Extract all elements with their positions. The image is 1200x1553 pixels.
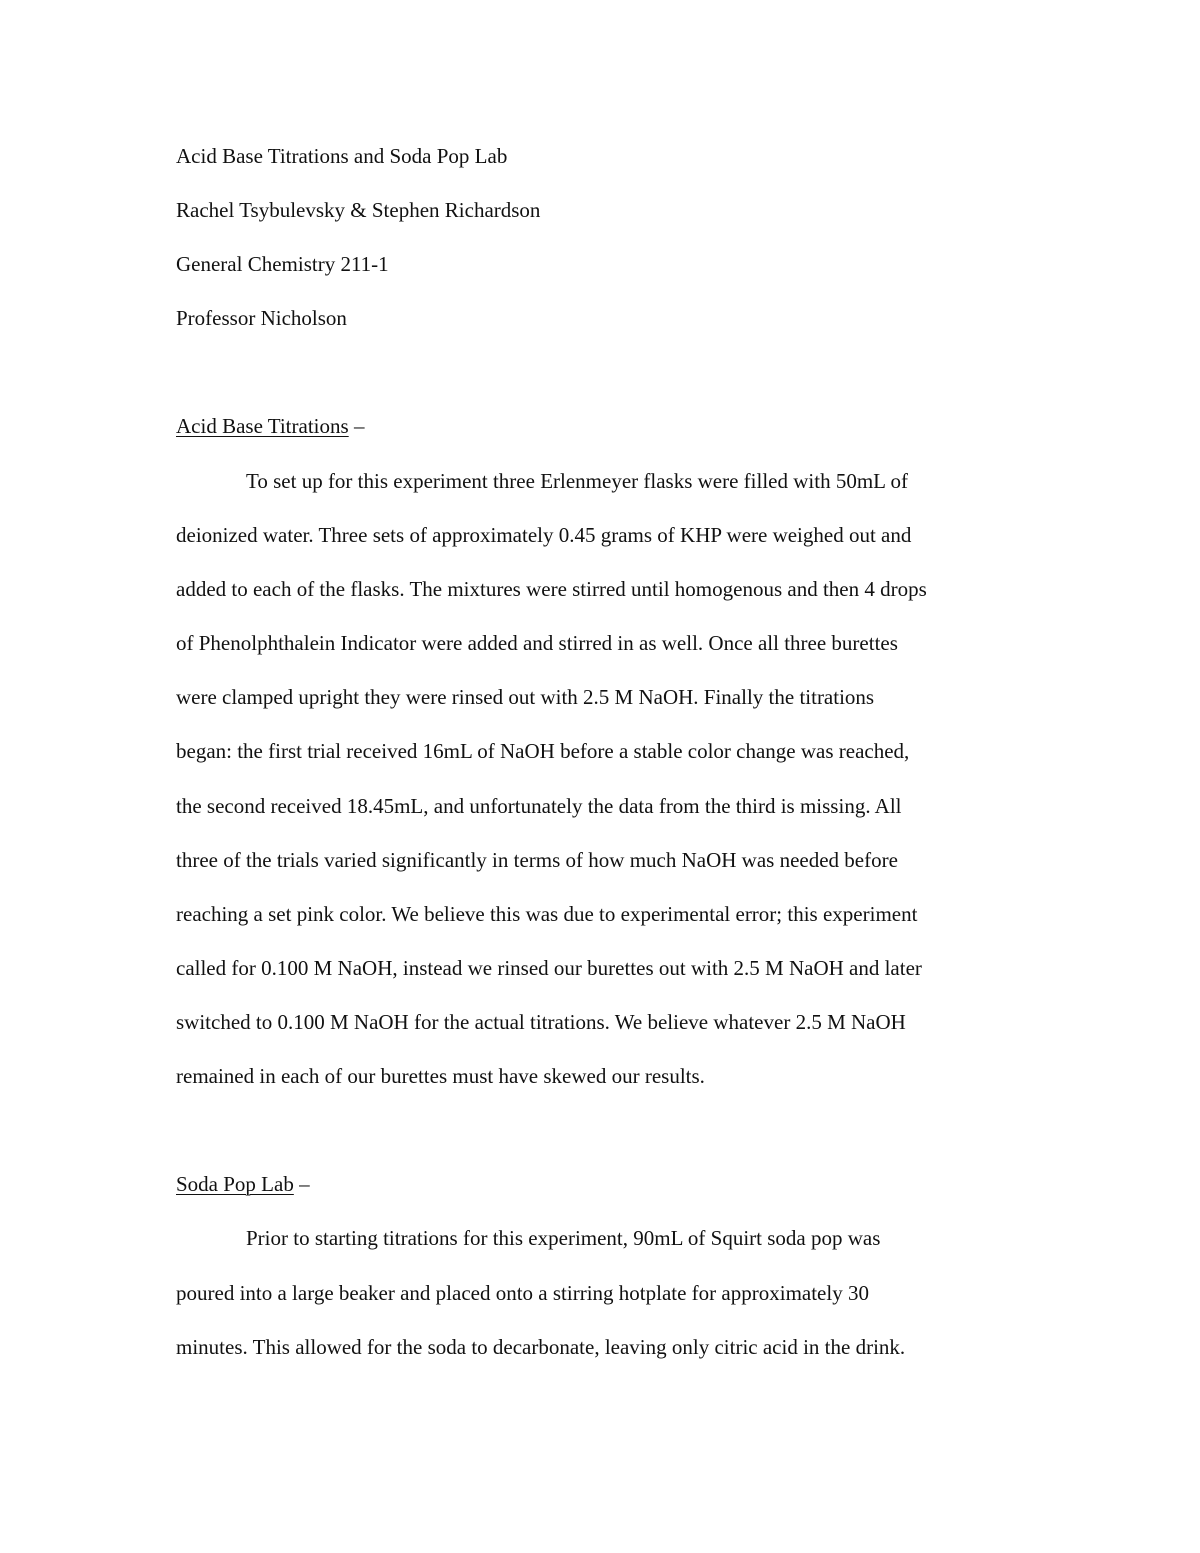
section-heading-dash: – <box>293 1172 310 1196</box>
document-title: Acid Base Titrations and Soda Pop Lab <box>176 144 508 168</box>
paragraph-line: were clamped upright they were rinsed out with 2.5 M NaOH. Finally the titrations <box>176 685 875 709</box>
paragraph-line: deionized water. Three sets of approximately 0.45 grams of KHP were weighed out and <box>176 523 912 547</box>
paragraph-line: minutes. This allowed for the soda to decarbonate, leaving only citric acid in the drink. <box>176 1335 906 1359</box>
section-heading <box>176 414 364 438</box>
paragraph-line: called for 0.100 M NaOH, instead we rinsed our burettes out with 2.5 M NaOH and later <box>176 956 922 980</box>
professor-name: Professor Nicholson <box>176 306 347 330</box>
paragraph-line: switched to 0.100 M NaOH for the actual titrations. We believe whatever 2.5 M NaOH <box>176 1010 906 1034</box>
paragraph-line: added to each of the flasks. The mixtures were stirred until homogenous and then 4 drops <box>176 577 927 601</box>
paragraph-line: reaching a set pink color. We believe this was due to experimental error; this experiment <box>176 902 918 926</box>
course-name: General Chemistry 211-1 <box>176 252 389 276</box>
paragraph-line: began: the first trial received 16mL of NaOH before a stable color change was reached, <box>176 739 910 763</box>
section-heading-dash: – <box>348 414 365 438</box>
section-heading <box>176 1172 310 1196</box>
paragraph-line: the second received 18.45mL, and unfortunately the data from the third is missing. All <box>176 794 902 818</box>
author-names: Rachel Tsybulevsky & Stephen Richardson <box>176 198 541 222</box>
paragraph-line: remained in each of our burettes must have skewed our results. <box>176 1064 705 1088</box>
paragraph-line: poured into a large beaker and placed onto a stirring hotplate for approximately 30 <box>176 1281 869 1305</box>
paragraph-line: Prior to starting titrations for this experiment, 90mL of Squirt soda pop was <box>246 1226 881 1250</box>
section-heading-text: Soda Pop Lab <box>176 1172 294 1196</box>
section-heading-text: Acid Base Titrations <box>176 414 349 438</box>
paragraph-line: of Phenolphthalein Indicator were added and stirred in as well. Once all three burettes <box>176 631 898 655</box>
paragraph-line: three of the trials varied significantly in terms of how much NaOH was needed before <box>176 848 898 872</box>
paragraph-line: To set up for this experiment three Erlenmeyer flasks were filled with 50mL of <box>246 469 908 493</box>
